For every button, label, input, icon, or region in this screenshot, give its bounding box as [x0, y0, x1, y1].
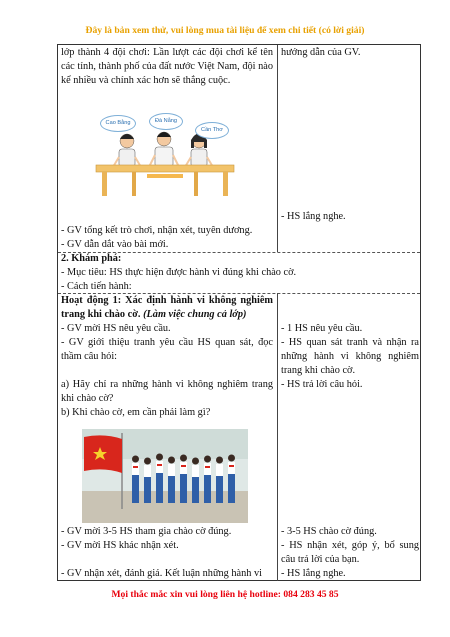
row3-left — [61, 294, 273, 420]
lesson-table — [57, 44, 421, 581]
text-line: - HS trả lời câu hỏi. — [281, 379, 363, 390]
row1-right-after: - HS lắng nghe. — [281, 211, 346, 222]
text-line: - GV tổng kết trò chơi, nhận xét, tuyên dương. — [61, 225, 253, 236]
flag-salute-photo — [82, 429, 248, 523]
text-line: - Cách tiến hành: — [61, 281, 132, 292]
text-line: - GV giới thiệu tranh yêu cầu HS quan sát, đọc thầm câu hỏi: — [61, 337, 273, 362]
row3-right-after — [281, 525, 419, 581]
text-line: - HS nhận xét, góp ý, bổ sung câu trả lời của bạn. — [281, 540, 419, 565]
row3-left-after — [61, 525, 273, 581]
speech-bubble: Đà Nẵng — [149, 113, 183, 130]
text-line: - Mục tiêu: HS thực hiện được hành vi đúng khi chào cờ. — [61, 267, 297, 278]
text-line: - GV mời HS nêu yêu cầu. — [61, 323, 171, 334]
text-line: - 1 HS nêu yêu cầu. — [281, 323, 363, 334]
text-line: - HS lắng nghe. — [281, 568, 346, 579]
row3-right — [281, 322, 419, 392]
text-line: - GV mời 3-5 HS tham gia chào cờ đúng. — [61, 526, 232, 537]
speech-bubble: Cao Bằng — [100, 115, 136, 132]
column-divider — [277, 293, 278, 581]
row1-left-text: lớp thành 4 đội chơi: Lần lượt các đội chơi kể tên các tỉnh, thành phố của đất nước Việt Nam, đội nào kể nhiều và chính xác hơn sẽ thắng cuộc. — [61, 47, 273, 86]
row1-left-after — [61, 224, 273, 252]
text-line: a) Hãy chỉ ra những hành vi không nghiêm trang khi chào cờ? — [61, 379, 273, 404]
text-line: - GV nhận xét, đánh giá. Kết luận những hành vi — [61, 568, 262, 579]
text-line: b) Khi chào cờ, em cần phải làm gì? — [61, 407, 211, 418]
section-heading: 2. Khám phá: — [61, 253, 122, 264]
hotline-banner: Mọi thắc mắc xin vui lòng liên hệ hotline: 084 283 45 85 — [111, 589, 339, 600]
text-line: - GV mời HS khác nhận xét. — [61, 540, 179, 551]
section-kham-pha — [61, 252, 417, 294]
children-at-table-illustration — [92, 113, 238, 197]
activity-title: Hoạt động 1: Xác định hành vi không nghiêm trang khi chào cờ. (Làm việc chung cả lớp) — [61, 295, 273, 320]
preview-banner: Đây là bản xem thử, vui lòng mua tài liệu để xem chi tiết (có lời giải) — [85, 25, 365, 36]
text-line: - HS quan sát tranh và nhận ra những hành vi không nghiêm trang khi chào cờ. — [281, 337, 419, 376]
speech-bubble: Cần Thơ — [195, 122, 229, 139]
column-divider — [277, 45, 278, 252]
row1-right-text: hướng dẫn của GV. — [281, 47, 361, 58]
text-line: - GV dẫn dắt vào bài mới. — [61, 239, 169, 250]
text-line: - 3-5 HS chào cờ đúng. — [281, 526, 377, 537]
